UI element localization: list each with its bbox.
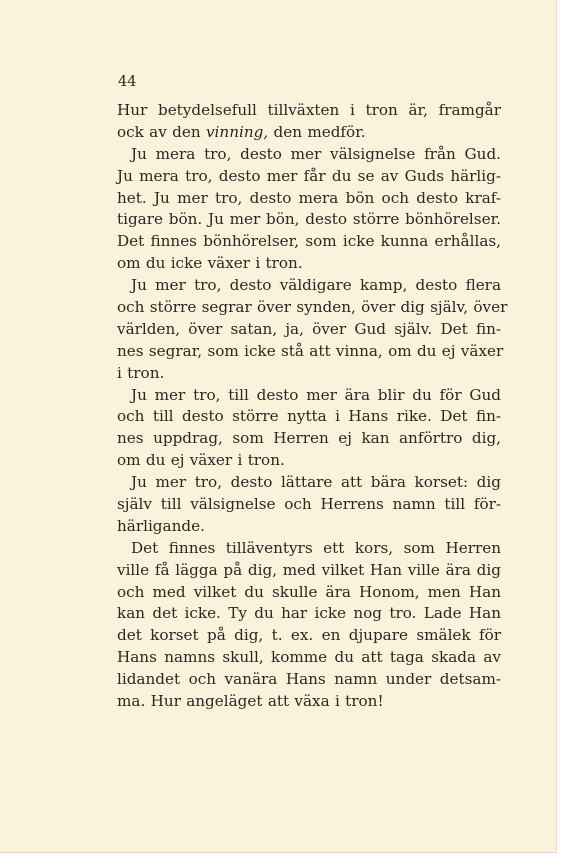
text-line: om du ej växer i tron.	[117, 451, 285, 470]
text-line: och med vilket du skulle ära Honom, men Han	[117, 582, 501, 601]
text-line: om du icke växer i tron.	[117, 254, 303, 273]
text-line: och till desto större nytta i Hans rike. Det fin-	[117, 407, 501, 426]
text-line: kan det icke. Ty du har icke nog tro. Lade Han	[117, 604, 501, 623]
text-line: ville få lägga på dig, med vilket Han ville ära dig	[117, 560, 501, 579]
text-line: Ju mera tro, desto mer får du se av Guds härlig-	[117, 166, 501, 185]
text-line: lidandet och vanära Hans namn under detsam-	[117, 670, 501, 689]
text-line: härligande.	[117, 516, 205, 535]
text-line: Ju mer tro, desto lättare att bära korset: dig	[131, 473, 501, 492]
text-line: det korset på dig, t. ex. en djupare smälek för	[117, 626, 501, 645]
text-line: Hans namns skull, komme du att taga skada av	[117, 648, 501, 667]
text-line: nes uppdrag, som Herren ej kan anförtro dig,	[117, 429, 501, 448]
text-segment: den medför.	[268, 122, 366, 141]
text-line: själv till välsignelse och Herrens namn till för-	[117, 495, 501, 514]
body-text	[117, 100, 508, 713]
text-line: i tron.	[117, 363, 165, 382]
text-line: Ju mer tro, till desto mer ära blir du för Gud	[131, 385, 501, 404]
emphasized-word: vinning,	[205, 122, 269, 141]
text-line: Det finnes tilläventyrs ett kors, som Herren	[131, 538, 501, 557]
text-line: ma. Hur angeläget att växa i tron!	[117, 692, 384, 711]
text-line: Hur betydelsefull tillväxten i tron är, framgår	[117, 101, 501, 119]
page-number: 44	[118, 74, 137, 90]
text-line: het. Ju mer tro, desto mera bön och desto kraf-	[117, 188, 501, 207]
text-line: världen, över satan, ja, över Gud själv. Det fin-	[117, 319, 501, 338]
text-segment: ock av den	[117, 122, 206, 141]
text-line	[117, 122, 501, 144]
text-line: Ju mer tro, desto väldigare kamp, desto flera	[131, 276, 501, 295]
text-line: tigare bön. Ju mer bön, desto större bönhörelser.	[117, 210, 501, 229]
text-line: Ju mera tro, desto mer välsignelse från Gud.	[131, 144, 501, 163]
text-line: Det finnes bönhörelser, som icke kunna erhållas,	[117, 232, 501, 251]
text-line: och större segrar över synden, över dig själv, över	[117, 298, 508, 317]
text-line: nes segrar, som icke stå att vinna, om du ej växer	[117, 341, 504, 360]
